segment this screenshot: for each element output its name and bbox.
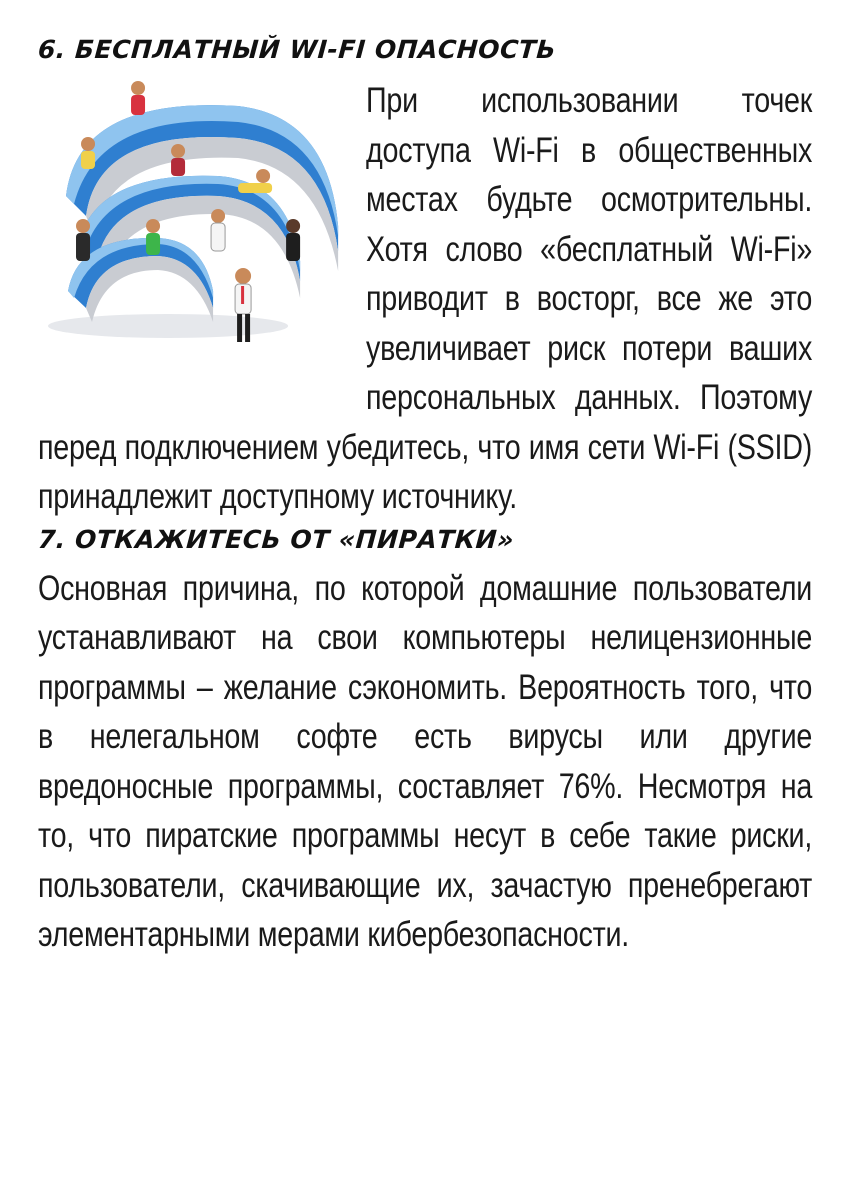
section-6-body: При использовании точек доступа Wi-Fi в общественных местах будьте осмотрительны. Хотя слово «бесплатный Wi-Fi» приводит в восторг, все же это увеличивает риск потери ваших персональных данных. Поэтому перед подключением убедитесь, что имя сети Wi-Fi (SSID) принадлежит доступному источнику. — [38, 81, 813, 516]
wifi-people-illustration — [38, 76, 366, 376]
section-6 — [38, 76, 812, 522]
wifi-icon — [38, 76, 368, 346]
section-6-text — [38, 76, 812, 522]
section-7-heading: 7. ОТКАЖИТЕСЬ ОТ «ПИРАТКИ» — [37, 524, 515, 554]
section-6-heading: 6. БЕСПЛАТНЫЙ WI-FI ОПАСНОСТЬ — [37, 35, 558, 64]
section-7 — [38, 564, 812, 960]
document-page — [38, 30, 812, 960]
section-7-text: Основная причина, по которой домашние пользователи устанавливают на свои компьютеры нелицензионные программы – желание сэкономить. Вероятность того, что в нелегальном софте есть вирусы или другие вредоносные программы, составляет 76%. Несмотря на то, что пиратские программы несут в себе такие риски, пользователи, скачивающие их, зачастую пренебрегают элементарными мерами кибербезопасности. — [38, 568, 813, 954]
